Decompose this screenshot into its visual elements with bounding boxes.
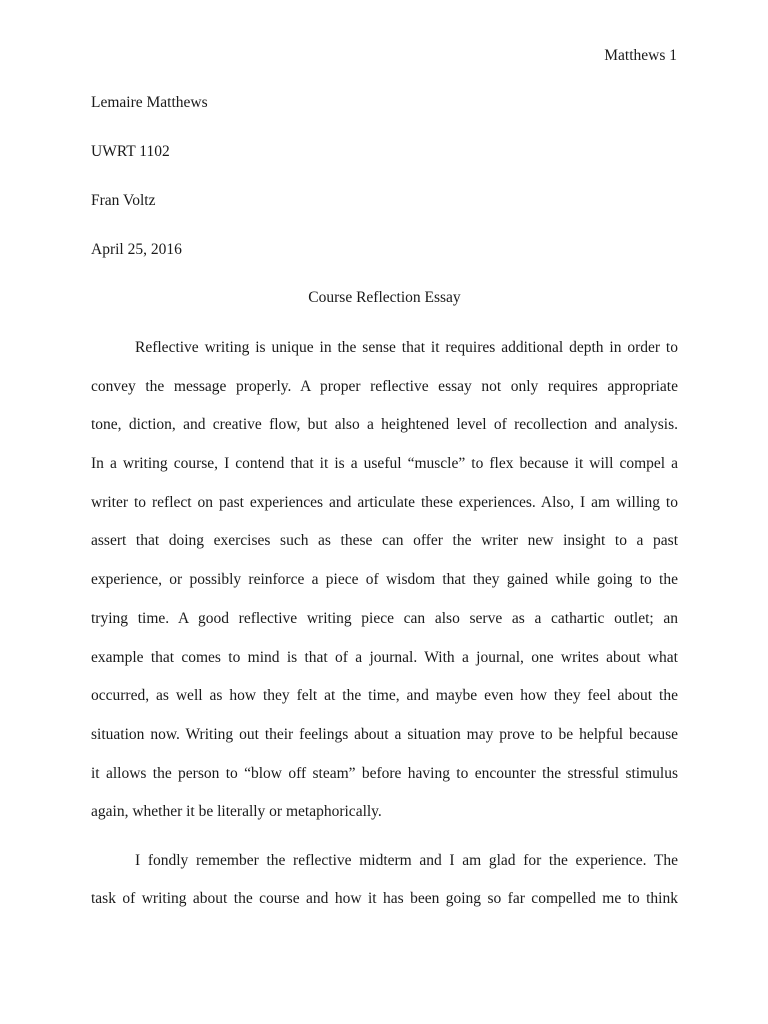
paragraph-2 bbox=[91, 851, 678, 928]
text-line: convey the message properly. A proper reflective essay not only requires appropriate bbox=[91, 377, 678, 395]
course-name: UWRT 1102 bbox=[91, 143, 170, 160]
text-line: assert that doing exercises such as these can offer the writer new insight to a past bbox=[91, 532, 678, 550]
mla-heading bbox=[91, 93, 681, 289]
text-line: example that comes to mind is that of a journal. With a journal, one writes about what bbox=[91, 648, 678, 666]
running-head: Matthews 1 bbox=[604, 47, 677, 64]
text-line: occurred, as well as how they felt at the time, and maybe even how they feel about the bbox=[91, 687, 678, 705]
essay-date: April 25, 2016 bbox=[91, 241, 182, 258]
text-line: In a writing course, I contend that it is a useful “muscle” to flex because it will compel a bbox=[91, 455, 678, 473]
essay-body bbox=[91, 338, 678, 938]
text-line: it allows the person to “blow off steam” before having to encounter the stressful stimulus bbox=[91, 764, 678, 782]
text-line: trying time. A good reflective writing piece can also serve as a cathartic outlet; an bbox=[91, 609, 678, 627]
text-line: writer to reflect on past experiences and articulate these experiences. Also, I am willing to bbox=[91, 493, 678, 511]
paragraph-1 bbox=[91, 338, 678, 841]
author-name: Lemaire Matthews bbox=[91, 94, 208, 111]
instructor-name: Fran Voltz bbox=[91, 192, 156, 209]
text-line: tone, diction, and creative flow, but also a heightened level of recollection and analysis. bbox=[91, 416, 678, 434]
text-line: experience, or possibly reinforce a piece of wisdom that they gained while going to the bbox=[91, 571, 678, 589]
text-line: Reflective writing is unique in the sense that it requires additional depth in order to bbox=[135, 339, 678, 356]
text-line: I fondly remember the reflective midterm and I am glad for the experience. The bbox=[135, 851, 678, 869]
text-line: again, whether it be literally or metaphorically. bbox=[91, 803, 382, 821]
essay-title: Course Reflection Essay bbox=[308, 289, 461, 306]
text-line: situation now. Writing out their feelings about a situation may prove to be helpful because bbox=[91, 725, 678, 743]
text-line: task of writing about the course and how it has been going so far compelled me to think bbox=[91, 890, 678, 908]
